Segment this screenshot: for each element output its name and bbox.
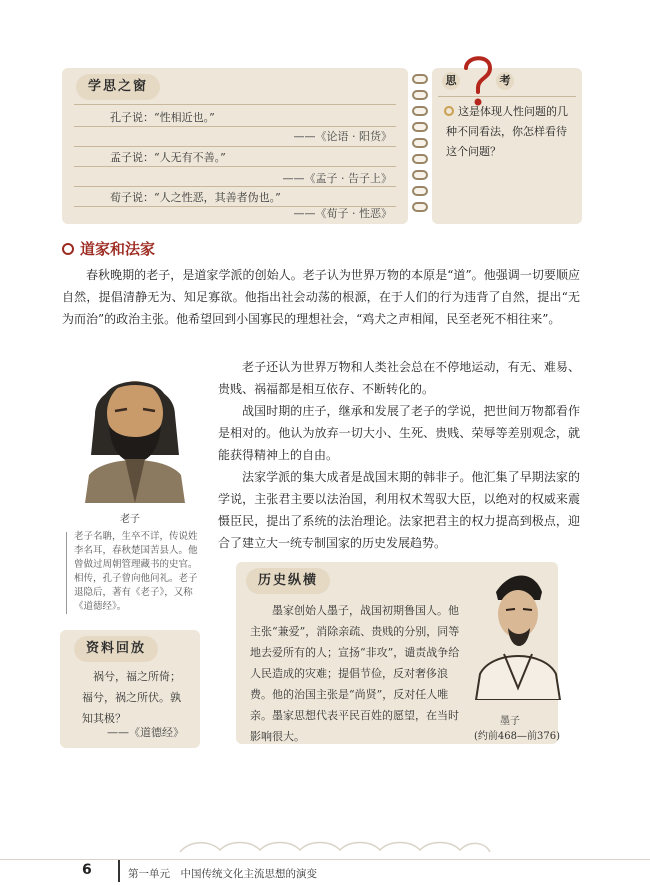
cloud-pattern-decoration xyxy=(170,836,500,858)
material-quote: 祸兮，福之所倚；福兮，祸之所伏。孰知其极？ xyxy=(82,670,181,725)
mozi-dates: (约前468—前376) xyxy=(474,731,560,742)
paragraph-laozi-dialectic: 老子还认为世界万物和人类社会总在不停地运动，有无、难易、贵贱、祸福都是相互依存、不断转化的。 xyxy=(218,360,580,396)
xunzi-quote: 荀子说：“人之性恶，其善者伪也。” xyxy=(110,191,281,204)
think-box xyxy=(432,68,582,224)
confucius-quote: 孔子说：“性相近也。” xyxy=(110,111,215,124)
think-question: 这是体现人性问题的几种不同看法，你怎样看待这个问题？ xyxy=(446,105,568,158)
paragraph-laozi: 春秋晚期的老子，是道家学派的创始人。老子认为世界万物的本原是“道”。他强调一切要顺应自然，提倡清静无为、知足寡欲。他指出社会动荡的根源，在于人们的行为违背了自然，提出“无为而治”的政治主张。他希望回到小国寡民的理想社会，“鸡犬之声相闻，民至老死不相往来”。 xyxy=(62,268,580,326)
laozi-portrait xyxy=(75,355,195,503)
history-text: 墨家创始人墨子，战国初期鲁国人。他主张“兼爱”，消除亲疏、贵贱的分别，同等地去爱所有的人；宣扬“非攻”，谴责战争给人民造成的灾难；提倡节俭，反对奢侈浪费。他的治国主张是“尚贤”，反对任人唯亲。墨家思想代表平民百姓的愿望，在当时影响很大。 xyxy=(250,604,460,743)
study-window-box xyxy=(62,68,408,224)
mozi-portrait xyxy=(470,570,566,700)
xunzi-quote-source: ——《荀子 · 性恶》 xyxy=(293,207,392,220)
think-title-right: 考 xyxy=(496,72,514,90)
material-source: ——《道德经》 xyxy=(107,726,184,739)
question-mark-icon xyxy=(458,52,498,108)
history-title: 历史纵横 xyxy=(246,568,330,594)
laozi-caption: 老子 xyxy=(120,514,140,525)
mencius-quote-source: ——《孟子 · 告子上》 xyxy=(282,172,392,185)
think-title-left: 思 xyxy=(442,72,460,90)
material-review-title: 资料回放 xyxy=(74,636,158,662)
section-title: 道家和法家 xyxy=(80,240,156,258)
paragraph-zhuangzi: 战国时期的庄子，继承和发展了老子的学说，把世间万物都看作是相对的。他认为放弃一切大小、生死、贵贱、荣辱等差别观念，就能获得精神上的自由。 xyxy=(218,404,580,462)
section-heading xyxy=(62,238,155,259)
mencius-quote: 孟子说：“人无有不善。” xyxy=(110,151,226,164)
confucius-quote-source: ——《论语 · 阳货》 xyxy=(293,130,392,143)
material-review-box xyxy=(60,630,200,748)
study-window-title: 学思之窗 xyxy=(76,74,160,100)
footer-unit-title: 第一单元 中国传统文化主流思想的演变 xyxy=(128,868,317,880)
mozi-caption: 墨子 xyxy=(500,716,520,727)
page-number: 6 xyxy=(82,862,92,878)
paragraph-hanfeizi: 法家学派的集大成者是战国末期的韩非子。他汇集了早期法家的学说，主张君主要以法治国，利用权术驾驭大臣，以绝对的权威来震慑臣民，提出了系统的法治理论。法家把君主的权力提高到极点，迎合了建立大一统专制国家的历史发展趋势。 xyxy=(218,470,580,550)
spiral-binding xyxy=(410,70,430,222)
section-circle-icon xyxy=(62,243,74,255)
laozi-note: 老子名聃，生卒不详，传说姓李名耳，春秋楚国苦县人。他曾做过周朝管理藏书的史官。相传，孔子曾向他问礼。老子退隐后，著有《老子》，又称《道德经》。 xyxy=(74,531,198,612)
